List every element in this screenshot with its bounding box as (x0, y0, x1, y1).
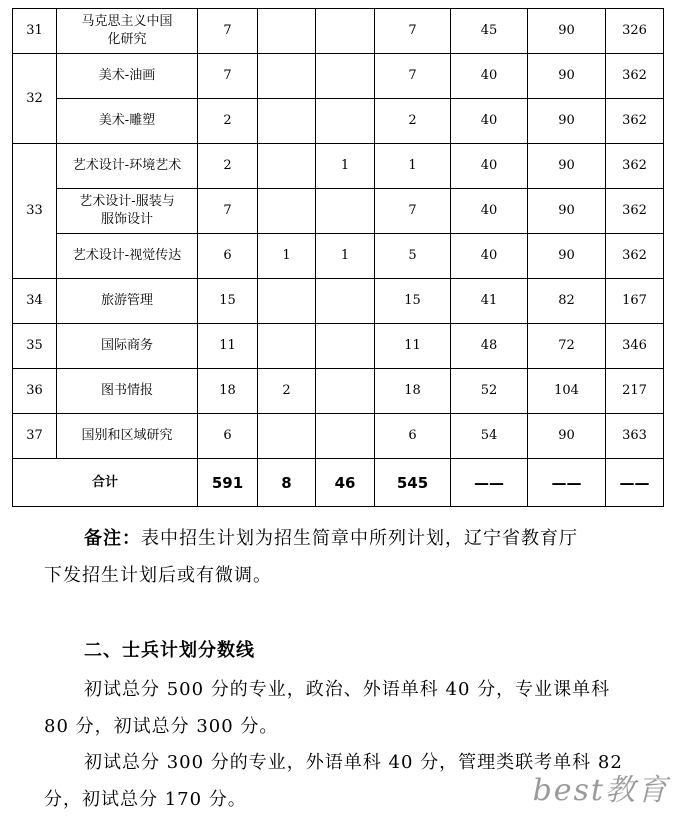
row-number: 33 (13, 144, 57, 279)
table-row (13, 279, 664, 324)
cell (316, 279, 375, 324)
cell: 45 (451, 9, 528, 54)
cell: 326 (606, 9, 664, 54)
cell: 18 (375, 369, 451, 414)
paragraph-1-line-1: 初试总分 500 分的专业，政治、外语单科 40 分，专业课单科 (84, 679, 611, 700)
note-line-2: 下发招生计划后或有微调。 (44, 565, 272, 586)
table-row (13, 99, 664, 144)
cell (316, 99, 375, 144)
cell: 362 (606, 99, 664, 144)
section-heading: 二、士兵计划分数线 (84, 640, 255, 661)
cell (258, 279, 316, 324)
table-row (13, 189, 664, 234)
cell (316, 189, 375, 234)
cell: 2 (375, 99, 451, 144)
cell: 40 (451, 189, 528, 234)
cell: 1 (316, 234, 375, 279)
cell: 362 (606, 54, 664, 99)
cell: 41 (451, 279, 528, 324)
cell: 15 (375, 279, 451, 324)
cell (258, 144, 316, 189)
major-name: 美术-雕塑 (57, 99, 198, 144)
cell (258, 54, 316, 99)
cell: 52 (451, 369, 528, 414)
major-name: 美术-油画 (57, 54, 198, 99)
paragraph-2-line-2: 分，初试总分 170 分。 (44, 789, 247, 810)
cell: 5 (375, 234, 451, 279)
cell: 15 (198, 279, 258, 324)
row-number: 31 (13, 9, 57, 54)
cell: 362 (606, 189, 664, 234)
cell: 90 (528, 54, 606, 99)
total-cell: 8 (258, 459, 316, 507)
cell: 40 (451, 54, 528, 99)
cell: 90 (528, 414, 606, 459)
watermark-logo: best教育 (532, 773, 669, 808)
cell (258, 189, 316, 234)
cell (316, 414, 375, 459)
cell: 7 (198, 9, 258, 54)
cell: 362 (606, 144, 664, 189)
cell: 7 (375, 189, 451, 234)
row-number: 37 (13, 414, 57, 459)
cell: 11 (375, 324, 451, 369)
cell: 2 (198, 144, 258, 189)
major-name: 图书情报 (57, 369, 198, 414)
total-cell: 545 (375, 459, 451, 507)
cell: 1 (375, 144, 451, 189)
cell: 48 (451, 324, 528, 369)
total-cell: —— (606, 459, 664, 507)
score-table (12, 8, 664, 507)
cell: 346 (606, 324, 664, 369)
cell: 167 (606, 279, 664, 324)
cell: 104 (528, 369, 606, 414)
cell: 18 (198, 369, 258, 414)
table-row (13, 324, 664, 369)
row-number: 32 (13, 54, 57, 144)
cell: 54 (451, 414, 528, 459)
cell: 11 (198, 324, 258, 369)
cell: 7 (198, 54, 258, 99)
total-cell: —— (451, 459, 528, 507)
cell (316, 54, 375, 99)
cell: 90 (528, 99, 606, 144)
cell (316, 9, 375, 54)
cell: 6 (198, 414, 258, 459)
cell: 90 (528, 234, 606, 279)
cell (316, 324, 375, 369)
total-cell: 46 (316, 459, 375, 507)
cell (258, 414, 316, 459)
cell: 90 (528, 144, 606, 189)
major-name: 艺术设计-服装与服饰设计 (57, 189, 198, 234)
cell (316, 369, 375, 414)
major-name: 国际商务 (57, 324, 198, 369)
cell: 90 (528, 9, 606, 54)
major-name: 艺术设计-环境艺术 (57, 144, 198, 189)
table-row (13, 414, 664, 459)
major-name: 国别和区域研究 (57, 414, 198, 459)
total-cell: —— (528, 459, 606, 507)
cell: 217 (606, 369, 664, 414)
table-row (13, 144, 664, 189)
total-row (13, 459, 664, 507)
cell: 7 (375, 54, 451, 99)
cell: 40 (451, 144, 528, 189)
table-row (13, 234, 664, 279)
cell: 7 (375, 9, 451, 54)
table-row (13, 369, 664, 414)
cell: 7 (198, 189, 258, 234)
cell (258, 9, 316, 54)
note-label: 备注： (84, 528, 141, 549)
cell: 40 (451, 99, 528, 144)
major-name: 艺术设计-视觉传达 (57, 234, 198, 279)
note-text-1: 表中招生计划为招生简章中所列计划，辽宁省教育厅 (141, 528, 578, 549)
row-number: 34 (13, 279, 57, 324)
cell: 40 (451, 234, 528, 279)
major-name: 马克思主义中国化研究 (57, 9, 198, 54)
cell: 1 (316, 144, 375, 189)
cell: 90 (528, 189, 606, 234)
cell: 362 (606, 234, 664, 279)
note-line-1 (84, 524, 578, 550)
cell: 2 (198, 99, 258, 144)
row-number: 35 (13, 324, 57, 369)
cell: 72 (528, 324, 606, 369)
cell: 1 (258, 234, 316, 279)
total-cell: 591 (198, 459, 258, 507)
paragraph-2-line-1: 初试总分 300 分的专业，外语单科 40 分，管理类联考单科 82 (84, 752, 623, 773)
cell: 82 (528, 279, 606, 324)
cell (258, 324, 316, 369)
total-label: 合计 (13, 459, 198, 507)
cell: 6 (375, 414, 451, 459)
cell: 363 (606, 414, 664, 459)
cell: 6 (198, 234, 258, 279)
row-number: 36 (13, 369, 57, 414)
cell (258, 99, 316, 144)
table-row (13, 54, 664, 99)
cell: 2 (258, 369, 316, 414)
paragraph-1-line-2: 80 分，初试总分 300 分。 (44, 716, 279, 737)
table-row (13, 9, 664, 54)
major-name: 旅游管理 (57, 279, 198, 324)
